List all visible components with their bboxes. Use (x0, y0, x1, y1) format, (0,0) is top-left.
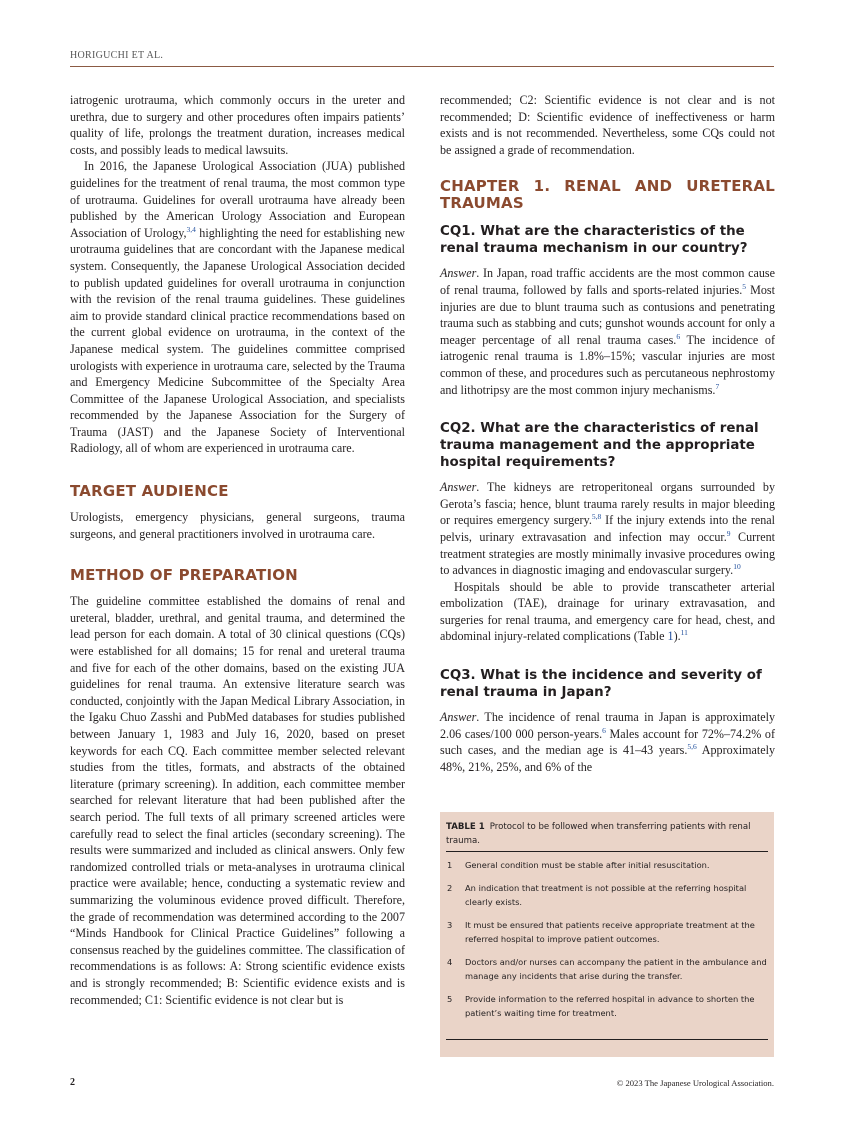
jua-text-a: In 2016, the Japanese Urological Association (JUA) published guidelines for the treatment of renal trauma, the most common type of urotrauma. Guidelines for overall urotrauma have already been published by the American Urology Association and European Association of Urology, (70, 159, 405, 240)
header-rule (70, 66, 774, 67)
citation-ref[interactable]: 6 (602, 725, 606, 735)
cq2-text-c: Current treatment strategies are mostly minimally invasive procedures owing to advances in diagnostic imaging and endovascular surgery. (440, 529, 775, 578)
citation-ref[interactable]: 5,8 (591, 512, 602, 522)
table-row-text: Doctors and/or nurses can accompany the patient in the ambulance and manage any incidents that arise during the transfer. (465, 957, 767, 981)
left-column (70, 92, 405, 1008)
cq2-p2-text-b: ). (673, 629, 681, 644)
cq2-heading: CQ2. What are the characteristics of renal trauma management and the appropriate hospital requirements? (440, 421, 759, 471)
table-row-number: 1 (447, 860, 453, 870)
cq1-text-c: The incidence of iatrogenic renal trauma is 1.8%–15%; vascular injuries are most common of these, and procedures such as percutaneous nephrostomy and lithotripsy are the most common injury mechanisms. (440, 332, 776, 397)
table-caption-text: Protocol to be followed when transferring patients with renal trauma. (446, 822, 751, 846)
citation-ref[interactable]: 11 (680, 628, 688, 638)
cq1-text-b: Most injuries are due to blunt trauma such as contusions and penetrating trauma such as stabbing and cuts; gunshot wounds account for only a meager percentage of all renal trauma cases. (440, 282, 775, 347)
cq1-answer (440, 265, 775, 398)
table-row (446, 912, 768, 949)
cq3-answer (440, 709, 775, 775)
cq2-p2-text-a: Hospitals should be able to provide transcatheter arterial embolization (TAE), drainage for urinary extravasation, and surgeries for renal trauma, and emergency care for head, chest, and abdominal injury-related complications (Table (440, 579, 775, 644)
table-row (446, 949, 768, 986)
cq2-hospital-paragraph (440, 579, 775, 645)
table-row-number: 2 (447, 883, 453, 893)
table-row-text: It must be ensured that patients receive appropriate treatment at the referred hospital to improve patient outcomes. (465, 920, 755, 944)
jua-guidelines-paragraph (70, 158, 405, 457)
target-audience-paragraph: Urologists, emergency physicians, general surgeons, trauma surgeons, and general practitioners involved in urotrauma care. (70, 510, 405, 541)
table-row-number: 5 (447, 994, 453, 1004)
cq3-heading: CQ3. What is the incidence and severity of renal trauma in Japan? (440, 668, 762, 701)
cq1-heading: CQ1. What are the characteristics of the renal trauma mechanism in our country? (440, 224, 748, 257)
table-label: TABLE 1 (446, 822, 485, 832)
cq3-text-c: Approximately 48%, 21%, 25%, and 6% of the (440, 743, 775, 774)
table-1 (440, 812, 774, 1057)
page-number: 2 (70, 1077, 75, 1088)
answer-label: Answer (440, 710, 477, 725)
cq2-text-b: If the injury extends into the renal pelvis, urinary extravasation and infection may occur. (440, 513, 775, 544)
table-reference-link[interactable]: 1 (667, 629, 674, 644)
table-row (446, 852, 768, 875)
table-caption (446, 820, 768, 848)
citation-ref[interactable]: 9 (726, 528, 731, 538)
table-row (446, 986, 768, 1023)
table-row (446, 875, 768, 912)
table-row-text: An indication that treatment is not possible at the referring hospital clearly exists. (465, 883, 747, 907)
table-row-text: General condition must be stable after initial resuscitation. (465, 860, 710, 870)
heading-target-audience: TARGET AUDIENCE (70, 482, 229, 501)
heading-chapter-1: CHAPTER 1. RENAL AND URETERAL TRAUMAS (440, 177, 775, 213)
right-column (440, 92, 775, 775)
citation-ref[interactable]: 5 (742, 281, 747, 291)
cq2-answer (440, 479, 775, 579)
citation-ref[interactable]: 6 (676, 331, 681, 341)
table-row-number: 4 (447, 957, 453, 967)
table-bottom-rule (446, 1039, 768, 1040)
answer-label: Answer (440, 266, 477, 281)
cq2-text-a: . The kidneys are retroperitoneal organs surrounded by Gerota’s fascia; hence, blunt trauma rarely results in major bleeding or requires emergency surgery. (440, 480, 775, 528)
table-row-number: 3 (447, 920, 453, 930)
cq1-text-a: . In Japan, road traffic accidents are the most common cause of renal trauma, followed by falls and sports-related injuries. (440, 266, 775, 297)
running-head: HORIGUCHI ET AL. (70, 50, 164, 61)
cq3-text-a: . The incidence of renal trauma in Japan is approximately 2.06 cases/100 000 person-years. (440, 710, 775, 741)
citation-ref[interactable]: 7 (715, 381, 720, 391)
citation-ref[interactable]: 3,4 (186, 224, 196, 234)
method-paragraph: The guideline committee established the domains of renal and ureteral, bladder, urethral, and genital trauma, and determined the lead person for each domain. A total of 30 clinical questions (CQs) were established for all domains; 15 for renal and ureteral trauma and five for each of the other domains, based on the existing JUA guidelines for renal trauma. An extensive literature search was conducted, conjointly with the Japan Medical Library Association, in the Igaku Chuo Zasshi and PubMed databases for studies published between January 1, 1983 and July 16, 2020, based on preset keywords for each CQ. Each committee member selected relevant studies from the titles, formats, and abstracts of the obtained literature (primary screening). In addition, each committee member searched for relevant literature that had been published after the search period. The full texts of all primary screened articles were carefully read to select the final articles (secondary screening). The results were summarized and included as clinical answers. Only few randomized controlled trials or meta-analyses in urotrauma clinical practice were available; hence, conducting a systematic review and summarizing the voluminous evidence proved difficult. Therefore, the grade of recommendation was determined according to the 2007 “Minds Handbook for Clinical Practice Guidelines” following a consensus reached by the guidelines committee. The classification of recommendations is as follows: A: Strong scientific evidence exists and is strongly recommended; B: Scientific evidence exists and is recommended; C1: Scientific evidence is not clear but is (70, 594, 405, 1007)
intro-paragraph-end: iatrogenic urotrauma, which commonly occurs in the ureter and urethra, due to surgery and other procedures often impairs patients’ quality of life, prolongs the treatment duration, increases medical costs, and possibly leads to medical lawsuits. (70, 93, 405, 157)
citation-ref[interactable]: 10 (733, 562, 741, 572)
table-row-text: Provide information to the referred hospital in advance to shorten the patient’s waiting time for treatment. (465, 994, 755, 1018)
recommendation-classes-paragraph: recommended; C2: Scientific evidence is not clear and is not recommended; D: Scientific evidence of ineffectiveness or harm exists and is not recommended. Nevertheless, some CQs could not be assigned a grade of recommendation. (440, 93, 775, 157)
heading-method-of-preparation: METHOD OF PREPARATION (70, 566, 298, 585)
citation-ref[interactable]: 5,6 (687, 742, 697, 752)
cq3-text-b: Males account for 72%–74.2% of such cases, and the median age is 41–43 years. (440, 726, 776, 758)
copyright-notice: © 2023 The Japanese Urological Association. (616, 1078, 774, 1088)
jua-text-b: highlighting the need for establishing new urotrauma guidelines that are concordant with the Japanese medical system. Consequently, the Japanese Urological Association decided to publish updated guidelines for overall urotrauma in conjunction with the revision of the renal trauma guidelines. These guidelines aim to provide standard clinical practice recommendations based on the current global evidence on urotrauma, in the context of the Japanese medical system. The guidelines committee comprised urologists with experience in urotrauma care, selected by the Trauma and Emergency Medicine Subcommittee of the Specialty Area Committee of the Japanese Urological Association, and specialists recommended by the Japanese Association for the Surgery of Trauma (JAST) and the Japanese Society of Interventional Radiology, all of whom are experienced in urotrauma care. (70, 225, 405, 456)
answer-label: Answer (440, 480, 477, 495)
